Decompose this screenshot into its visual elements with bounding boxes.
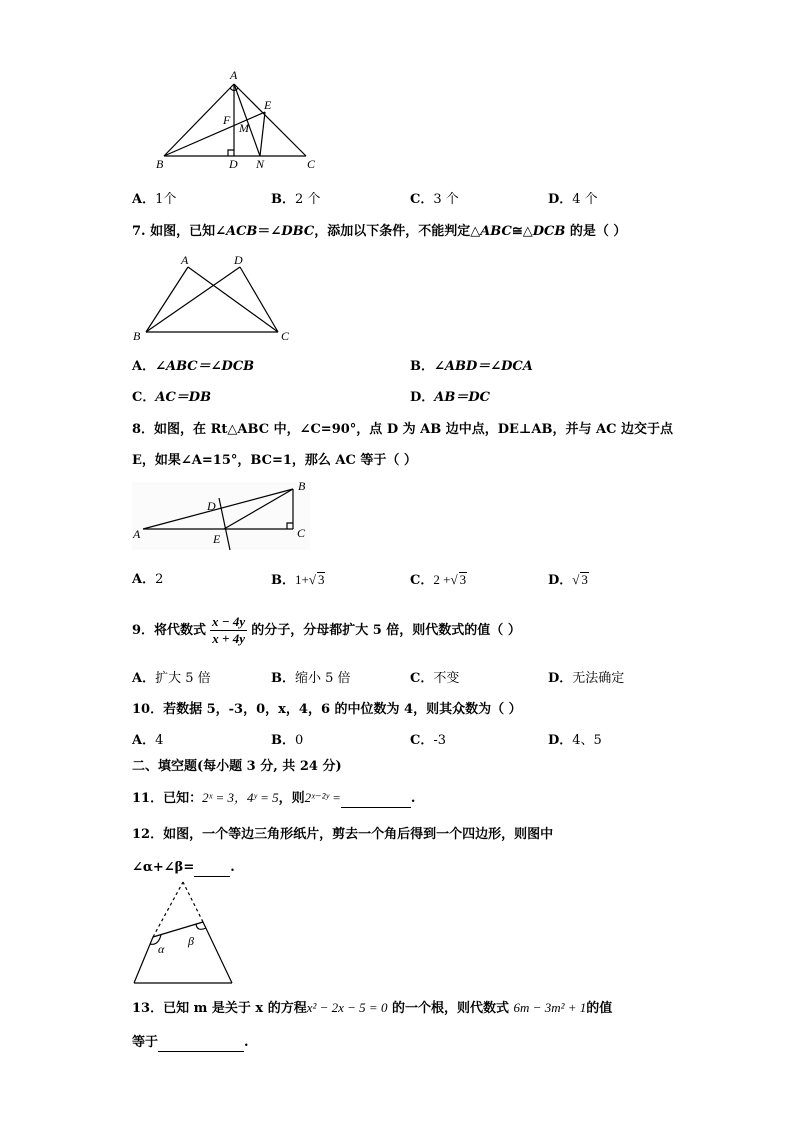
q8-option-d[interactable]: D．√ 3 xyxy=(548,572,588,588)
q10-option-a[interactable]: A．4 xyxy=(132,733,164,748)
q12-stem-line2: ∠α+∠β= . xyxy=(132,860,235,875)
q6-option-a[interactable]: A．1个 xyxy=(132,192,177,207)
q7-fig-label-d: D xyxy=(234,253,243,267)
q12-fig-label-alpha: α xyxy=(158,942,165,956)
q9-stem: 9．将代数式 $\frac{x - 4y}{x + 4y}$ 的分子，分母都扩大 5 倍，则代数式的值（ ） xyxy=(132,614,521,646)
q7-option-d[interactable]: D．AB＝DC xyxy=(410,390,490,405)
q9-option-d[interactable]: D．无法确定 xyxy=(548,671,625,686)
q6-option-d[interactable]: D．4 个 xyxy=(548,192,598,207)
q12-stem-line1: 12．如图，一个等边三角形纸片，剪去一个角后得到一个四边形，则图中 xyxy=(132,827,554,842)
q7-option-b[interactable]: B．∠ABD＝∠DCA xyxy=(410,359,533,374)
fig6-label-n: N xyxy=(256,157,265,171)
q12-answer-blank[interactable] xyxy=(194,862,230,877)
q8-option-c[interactable]: C．2 +√ 3 xyxy=(410,572,467,588)
q7-fig-label-c: C xyxy=(281,329,290,343)
q8-option-b[interactable]: B．1+√ 3 xyxy=(271,572,325,588)
q13-stem-line1: 13．已知 m 是关于 x 的方程x² − 2x − 5 = 0 的一个根，则代数式 6m − 3m² + 1的值 xyxy=(132,1000,613,1016)
q11-answer-blank[interactable] xyxy=(341,793,411,808)
q8-fig-label-b: B xyxy=(298,479,306,493)
q6-option-b[interactable]: B．2 个 xyxy=(271,192,321,207)
q6-figure xyxy=(150,62,335,174)
q11-stem: 11．已知：2ˣ = 3，4ʸ = 5，则2ˣ⁻²ʸ = . xyxy=(132,790,416,806)
q7-option-a[interactable]: A．∠ABC＝∠DCB xyxy=(132,359,255,374)
fig6-label-m: M xyxy=(239,121,249,135)
fig6-label-b: B xyxy=(156,157,164,171)
q12-figure xyxy=(128,878,238,988)
q10-option-d[interactable]: D．4、5 xyxy=(548,733,602,748)
q8-fig-label-a: A xyxy=(133,527,141,541)
q9-option-c[interactable]: C．不变 xyxy=(410,671,460,686)
fig6-label-c: C xyxy=(307,157,316,171)
q7-option-c[interactable]: C．AC＝DB xyxy=(132,390,212,405)
q8-fig-label-e: E xyxy=(213,532,221,546)
q7-stem: 7. 如图，已知∠ACB＝∠DBC，添加以下条件，不能判定△ABC≅△DCB 的是（ ） xyxy=(132,224,627,239)
q8-figure xyxy=(128,478,313,553)
q13-stem-line2: 等于 . xyxy=(132,1035,249,1050)
q10-option-c[interactable]: C．-3 xyxy=(410,733,447,748)
fig6-label-e: E xyxy=(264,98,272,112)
q9-option-a[interactable]: A．扩大 5 倍 xyxy=(132,671,211,686)
q13-answer-blank[interactable] xyxy=(158,1037,244,1052)
fig6-label-d: D xyxy=(229,157,238,171)
q8-stem-line2: E，如果∠A=15°，BC=1，那么 AC 等于（ ） xyxy=(132,453,417,468)
q6-option-c[interactable]: C．3 个 xyxy=(410,192,459,207)
q8-option-a[interactable]: A．2 xyxy=(132,572,164,587)
q7-fig-label-b: B xyxy=(133,329,141,343)
q12-fig-label-beta: β xyxy=(188,934,194,948)
q9-option-b[interactable]: B．缩小 5 倍 xyxy=(271,671,351,686)
q8-fig-label-c: C xyxy=(297,526,306,540)
q8-stem-line1: 8．如图，在 Rt△ABC 中，∠C=90°，点 D 为 AB 边中点，DE⊥AB，并与 AC 边交于点 xyxy=(132,422,673,437)
q10-stem: 10．若数据 5，-3，0，x，4，6 的中位数为 4，则其众数为（ ） xyxy=(132,702,522,717)
q7-fig-label-a: A xyxy=(181,253,189,267)
q7-figure xyxy=(128,252,303,344)
q8-fig-label-d: D xyxy=(207,499,216,513)
fig6-label-f: F xyxy=(223,113,231,127)
q10-option-b[interactable]: B．0 xyxy=(271,733,304,748)
section-title: 二、填空题(每小题 3 分, 共 24 分) xyxy=(132,759,342,774)
fig6-label-a: A xyxy=(230,68,238,82)
q9-fraction: $\frac{x - 4y}{x + 4y}$ xyxy=(212,614,246,646)
